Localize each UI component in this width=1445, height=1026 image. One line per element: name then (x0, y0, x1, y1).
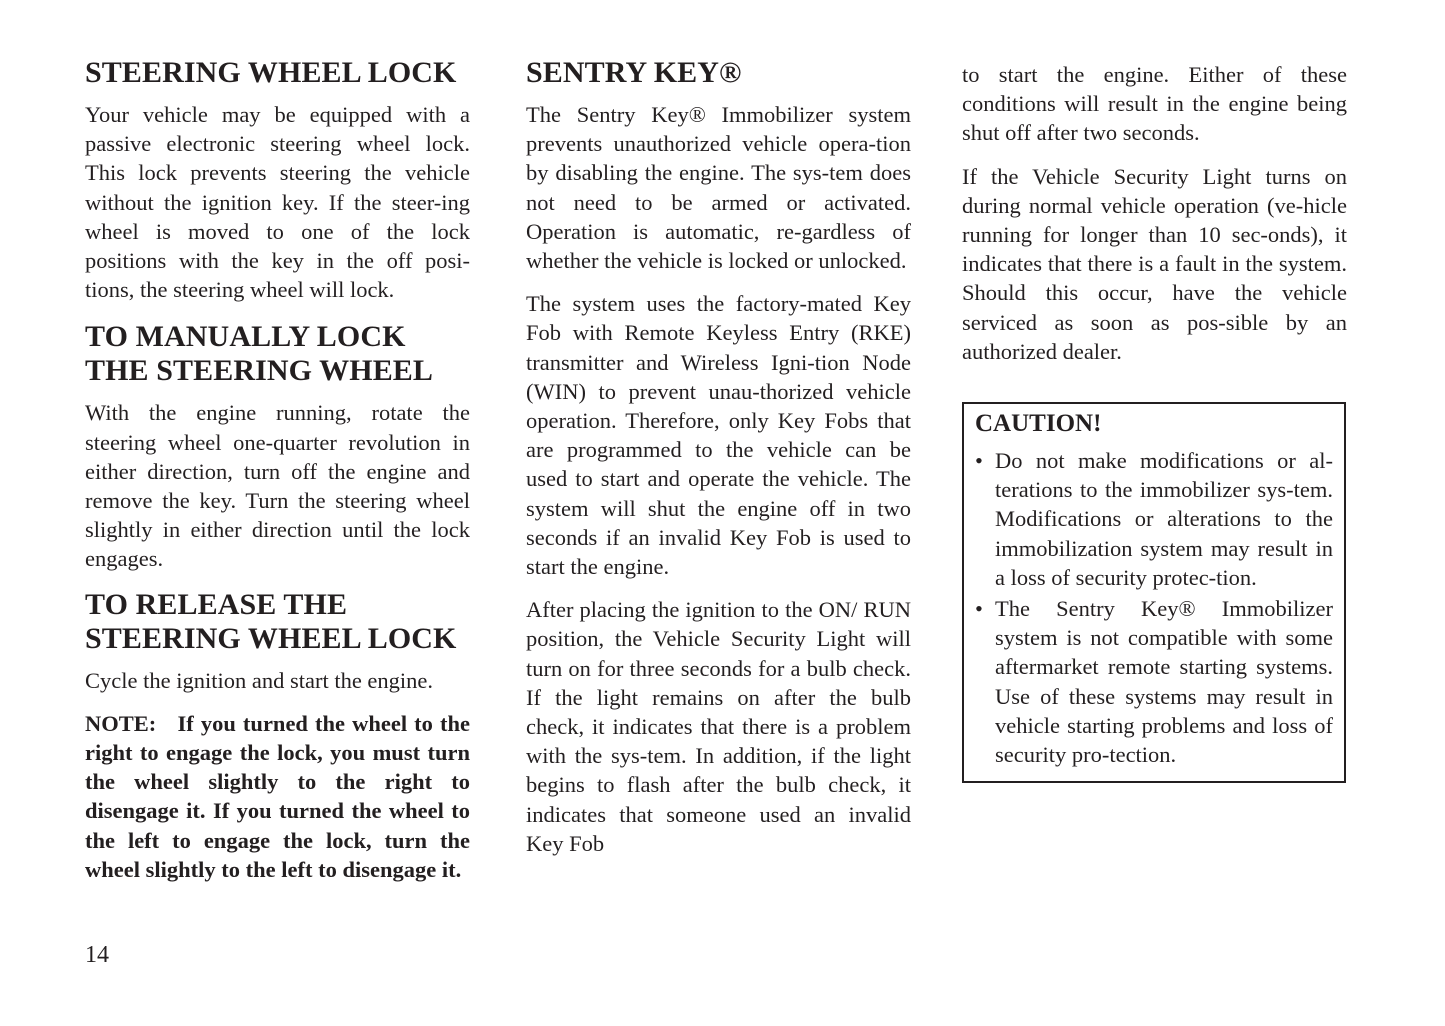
bullet-icon: • (975, 448, 983, 474)
paragraph-sentry-key-fob: The system uses the factory-mated Key Fob with Remote Keyless Entry (RKE) transmitter and Wireless Igni-tion Node (WIN) to prevent unau-thorized vehicle operation. Therefore, only Key Fobs that are programmed to the vehicle can be used to start and operate the vehicle. The system will shut the engine off in two seconds if an invalid Key Fob is used to start the engine. (526, 291, 911, 580)
heading-sentry-key: SENTRY KEY® (526, 56, 742, 89)
caution-box (962, 402, 1346, 783)
column-left (85, 56, 470, 898)
paragraph-release-lock: Cycle the ignition and start the engine. (85, 667, 434, 693)
page-number: 14 (85, 942, 109, 968)
column-middle (526, 56, 911, 872)
paragraph-sentry-bulb-check: After placing the ignition to the ON/ RUN position, the Vehicle Security Light will turn on for three seconds for a bulb check. If the light remains on after the bulb check, it indicates that there is a problem with the sys-tem. In addition, if the light begins to flash after the bulb check, it indicates that someone used an invalid Key Fob (526, 597, 911, 856)
column-right (962, 60, 1347, 783)
bullet-icon: • (975, 596, 983, 622)
heading-steering-wheel-lock: STEERING WHEEL LOCK (85, 56, 457, 89)
caution-title: CAUTION! (975, 410, 1102, 438)
paragraph-fault: If the Vehicle Security Light turns on during normal vehicle operation (ve-hicle running for longer than 10 sec-onds), it indicates that there is a fault in the system. Should this occur, have the vehicle serviced as soon as pos-sible by an authorized dealer. (962, 163, 1347, 364)
paragraph-manually-lock: With the engine running, rotate the steering wheel one-quarter revolution in either direction, turn off the engine and remove the key. Turn the steering wheel slightly in either direction until the lock engages. (85, 400, 470, 572)
caution-bullet-text: Do not make modifications or al-terations to the immobilizer sys-tem. Modifications or alterations to the immobilization system may result in a loss of security protec-tion. (995, 448, 1333, 590)
paragraph-steering-wheel-lock: Your vehicle may be equipped with a passive electronic steering wheel lock. This lock prevents steering the vehicle without the ignition key. If the steer-ing wheel is moved to one of the lock positions with the key in the off posi-tions, the steering wheel will lock. (85, 102, 470, 303)
heading-release-lock: TO RELEASE THE STEERING WHEEL LOCK (85, 587, 457, 655)
paragraph-sentry-intro: The Sentry Key® Immobilizer system prevents unauthorized vehicle opera-tion by disabling the engine. The sys-tem does not need to be armed or activated. Operation is automatic, re-gardless of whether the vehicle is locked or unlocked. (526, 102, 911, 274)
heading-manually-lock: TO MANUALLY LOCK THE STEERING WHEEL (85, 320, 434, 388)
note-paragraph: NOTE: If you turned the wheel to the right to engage the lock, you must turn the wheel slightly to the right to disengage it. If you turned the wheel to the left to engage the lock, turn the wheel slightly to the left to disengage it. (85, 710, 470, 882)
caution-bullet-text: The Sentry Key® Immobilizer system is not compatible with some aftermarket remote starting systems. Use of these systems may result in vehicle starting problems and loss of security pro-tection. (995, 596, 1333, 768)
caution-bullet (975, 446, 1333, 592)
caution-bullet (975, 594, 1333, 769)
paragraph-continued: to start the engine. Either of these conditions will result in the engine being shut off after two seconds. (962, 62, 1347, 146)
